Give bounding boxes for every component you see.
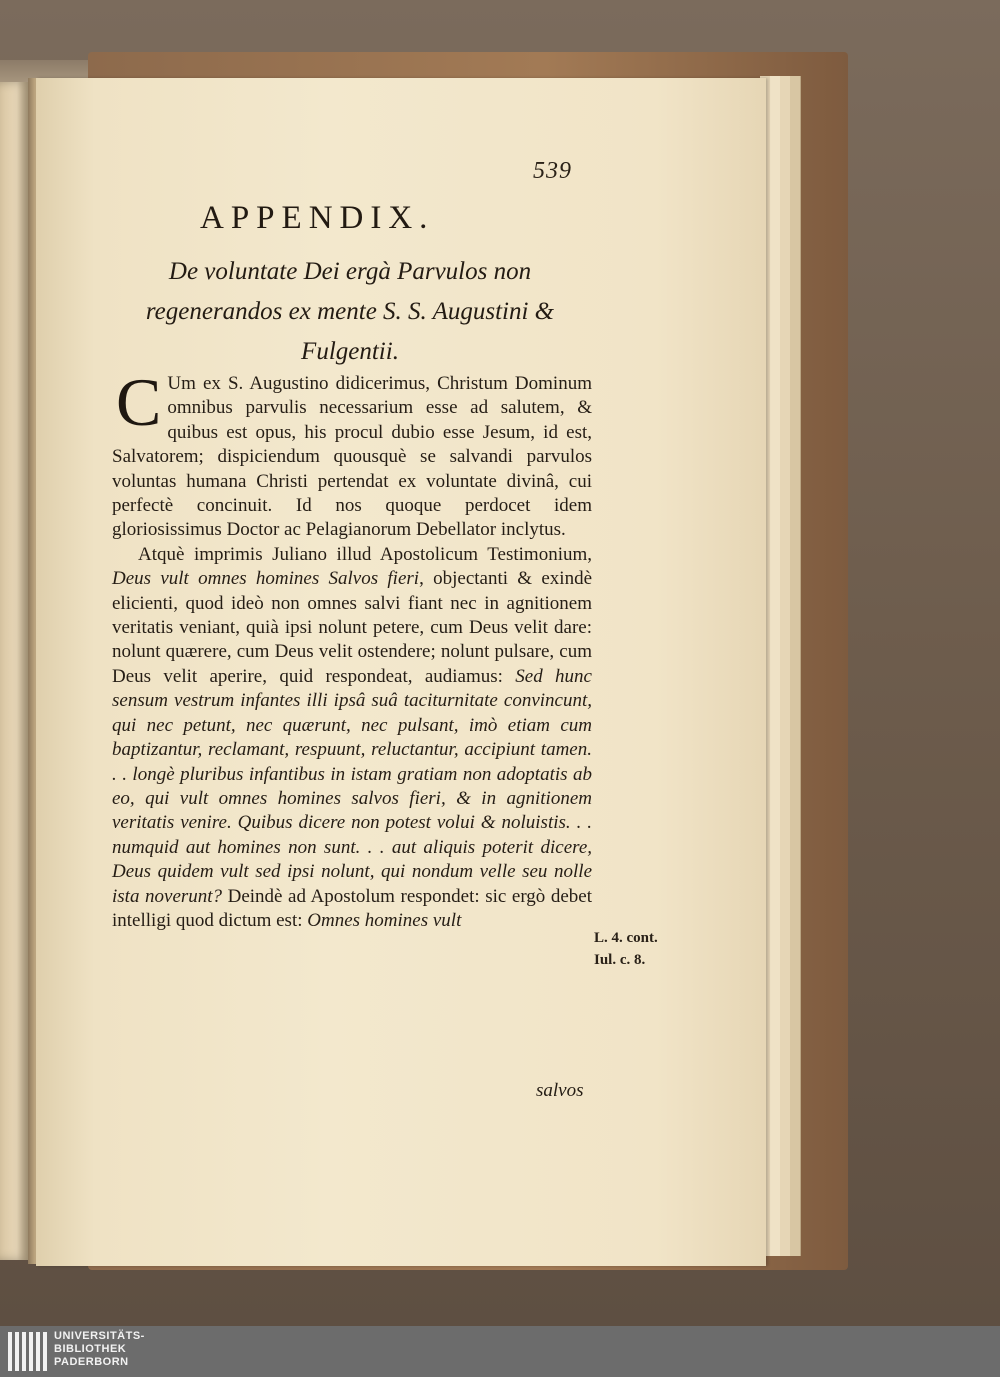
page-subtitle: De voluntate Dei ergà Parvulos non regenerandos ex mente S. S. Augustini & Fulgentii. (145, 258, 555, 365)
margin-note (594, 927, 684, 971)
quote-augustine: Sed hunc sensum vestrum infantes illi ipsâ suâ taciturnitate convincunt, qui nec petunt, nec quærunt, nec pulsant, imò etiam cum baptizantur, reclamant, respuunt, reluctantur, accipiunt tamen. . . longè pluribus infantibus in istam gratiam non adoptatis ab eo, qui vult omnes homines salvos fieri, & in agnitionem veritatis venire. Quibus dicere non potest volui & noluistis. . . numquid aut homines non sunt. . . aut aliquis poterit dicere, Deus quidem vult sed ipsi nolunt, qui nondum velle seu nolle ista noverunt? (112, 665, 592, 907)
paragraph-2-text-a: Atquè imprimis Juliano illud Apostolicum Testimonium, (138, 543, 592, 565)
page-edge (790, 76, 801, 1256)
page-title: APPENDIX. (200, 200, 435, 236)
quote-scripture: Deus vult omnes homines Salvos fieri (112, 568, 420, 590)
library-name-line-1: UNIVERSITÄTS- (54, 1330, 145, 1342)
paragraph-1-text: Um ex S. Augustino didicerimus, Christum Dominum omnibus parvulis necessarium esse ad salutem, & quibus est opus, his procul dubio esse Jesum, id est, Salvatorem; dispiciendum quousquè se salvandi parvulos voluntas humana Christi pertendat ex voluntate divinâ, cui perfectè concinuit. Id nos quoque perdocet idem gloriosissimus Doctor ac Pelagianorum Debellator inclytus. (112, 373, 592, 541)
paragraph-2-text-c: Deindè ad Apostolum respondet: sic ergò debet intelligi quod dictum est: (112, 885, 593, 931)
catchword: salvos (536, 1080, 584, 1101)
drop-cap: C (116, 364, 162, 440)
quote-apostle: Omnes homines vult (307, 909, 462, 931)
paragraph-1 (112, 364, 592, 543)
page-number: 539 (533, 158, 572, 184)
margin-note-line-2: Iul. c. 8. (594, 952, 646, 968)
paragraph-2 (112, 543, 592, 934)
paragraph-2-text-b: , objectanti & exindè elicienti, quod ideò non omnes salvi fiant nec in agnitionem veritatis veniant, quià ipsi nolunt petere, cum Deus velit dare: nolunt quærere, cum Deus velit ostendere; nolunt pulsare, cum Deus velit aperire, quid respondeat, audiamus: (112, 568, 592, 687)
margin-note-line-1: L. 4. cont. (594, 930, 658, 946)
body-text (112, 364, 593, 933)
library-name-line-2: BIBLIOTHEK (54, 1343, 127, 1355)
library-name (54, 1330, 145, 1369)
library-footer (0, 1326, 1000, 1377)
facing-page-edge (0, 82, 28, 1260)
library-logo-icon (8, 1332, 48, 1371)
library-name-line-3: PADERBORN (54, 1356, 129, 1368)
